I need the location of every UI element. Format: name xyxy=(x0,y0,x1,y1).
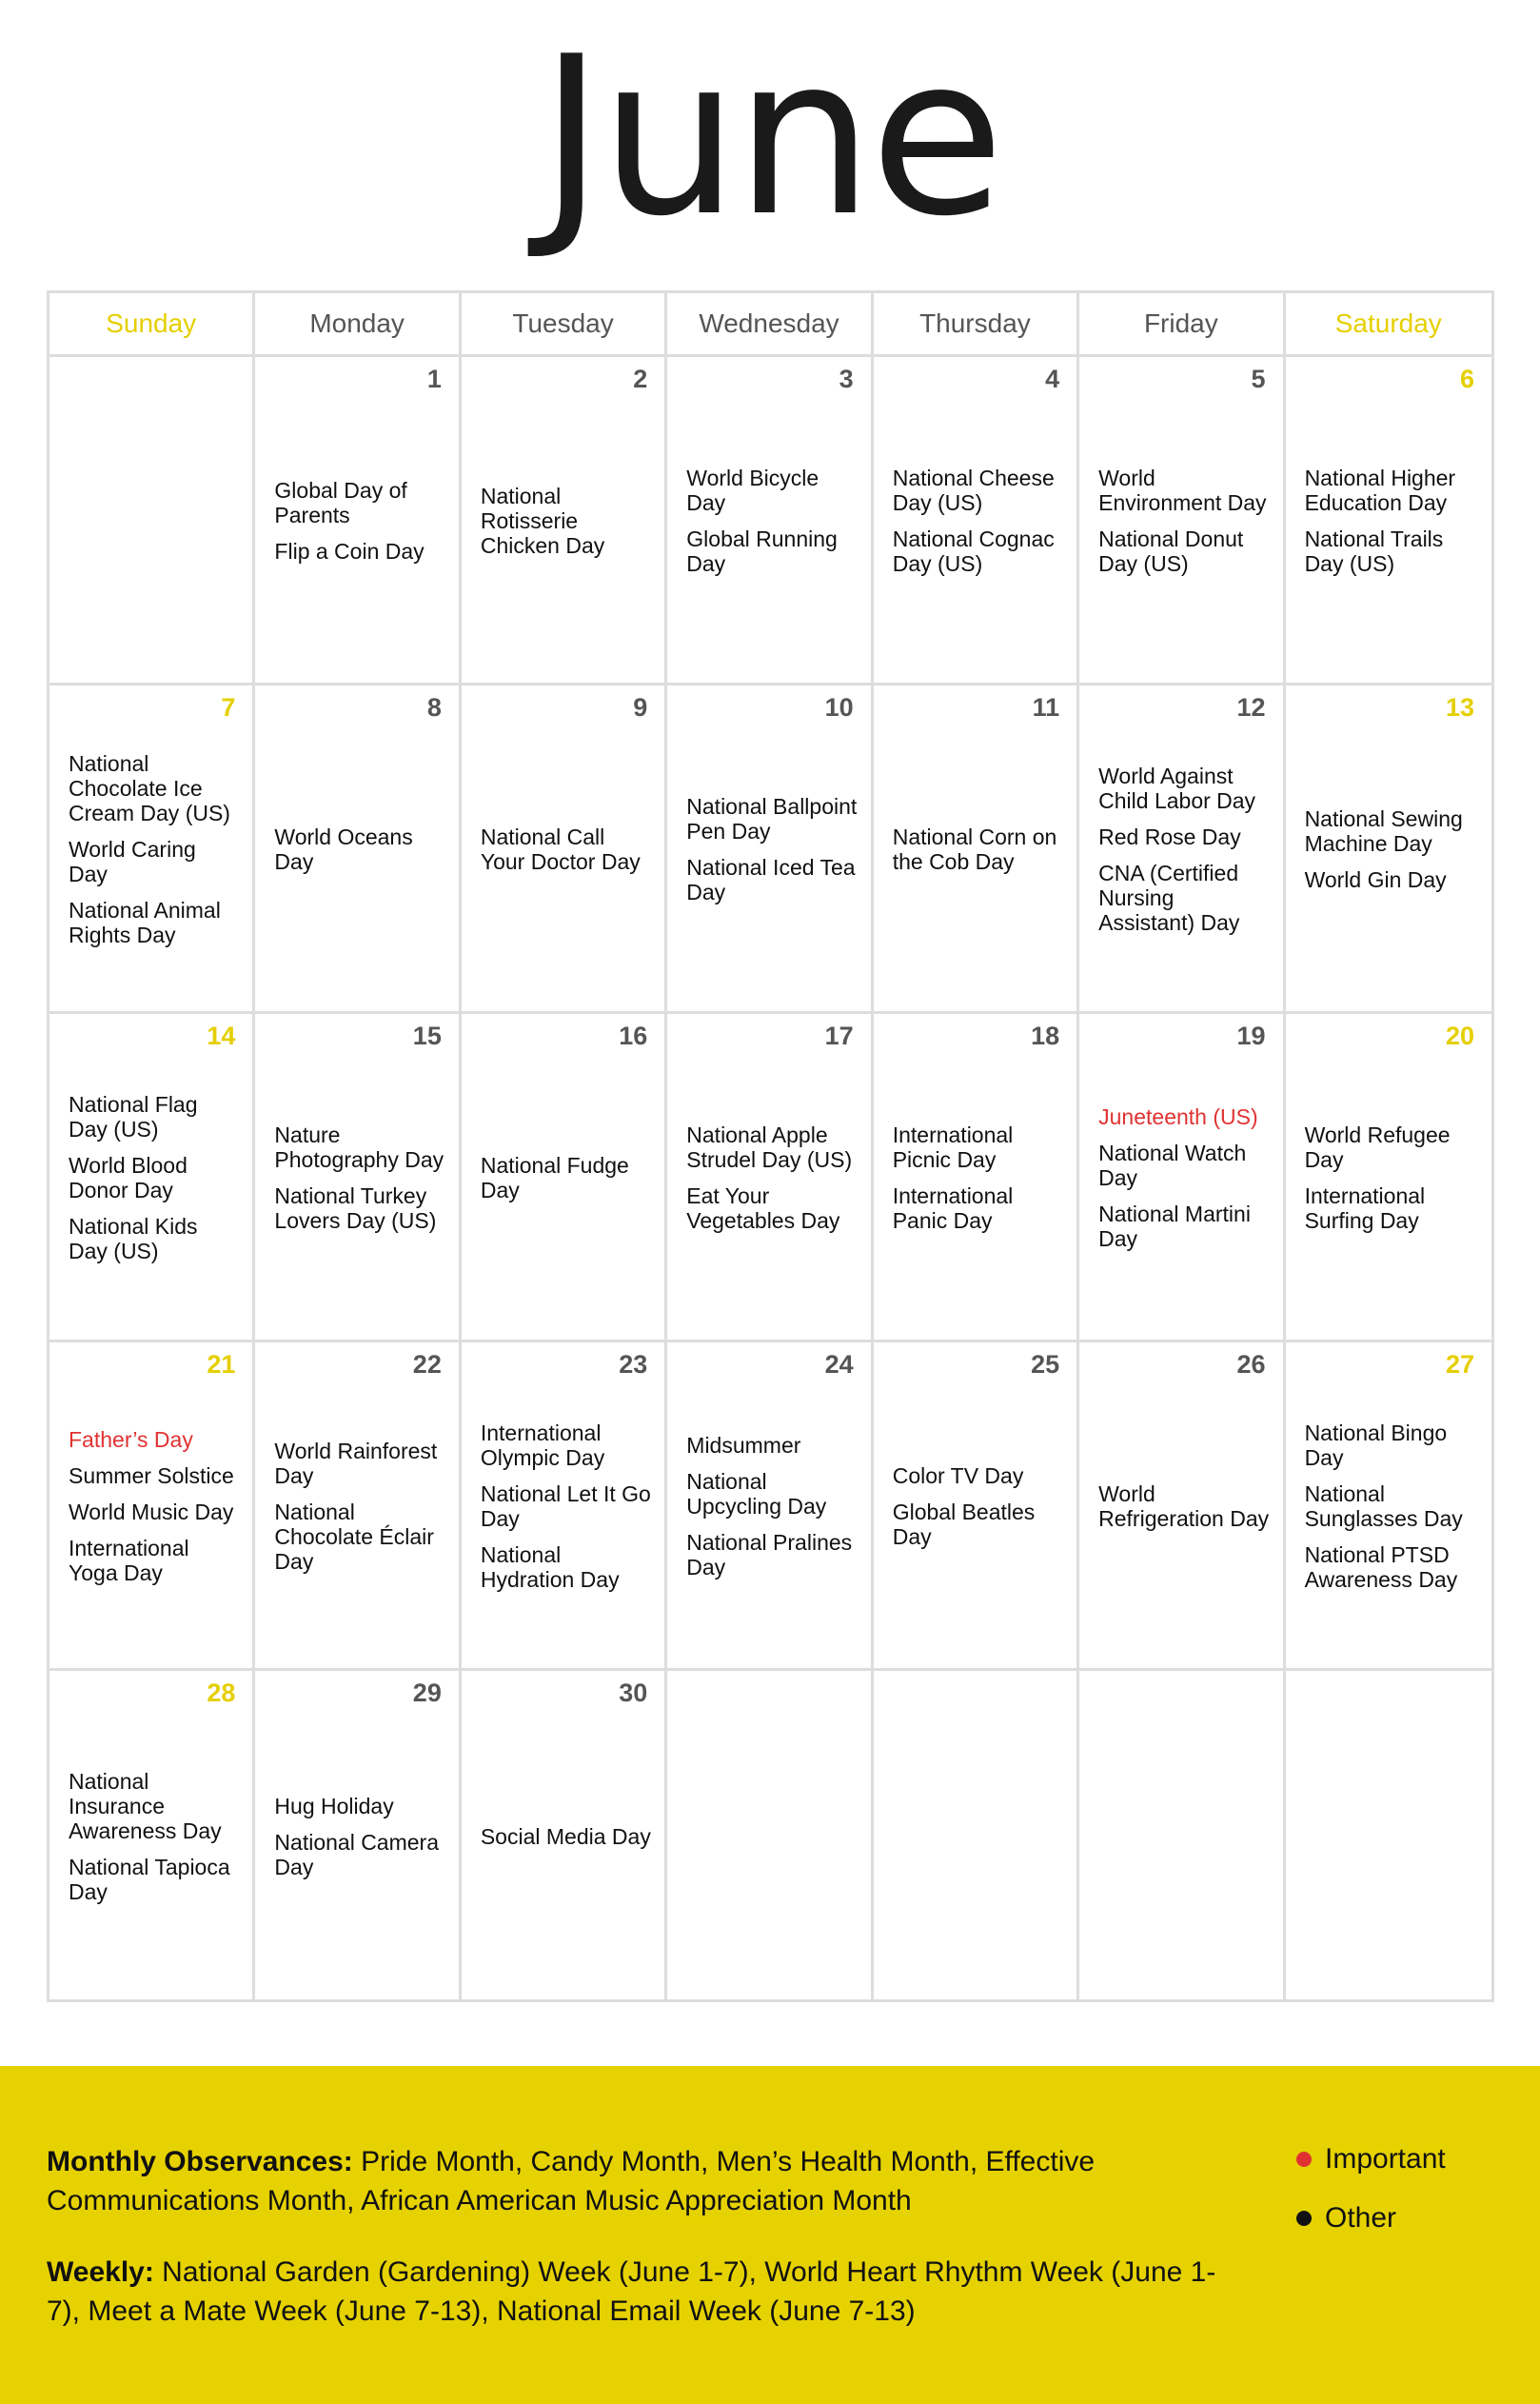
day-cell-11 xyxy=(874,685,1079,1014)
empty-day-cell xyxy=(49,357,255,685)
event-item: National Hydration Day xyxy=(480,1542,620,1592)
event-list xyxy=(874,1050,1076,1340)
event-item: Global Running Day xyxy=(686,526,838,576)
event-item: National Sewing Machine Day xyxy=(1304,806,1463,856)
empty-day-cell xyxy=(667,1671,873,1999)
event-item: National PTSD Awareness Day xyxy=(1304,1542,1458,1592)
event-item: International Picnic Day xyxy=(892,1123,1014,1172)
event-item: World Caring Day xyxy=(69,837,196,886)
event-list xyxy=(49,1050,252,1340)
day-number: 8 xyxy=(426,693,442,722)
day-number: 17 xyxy=(824,1022,854,1050)
event-list xyxy=(874,1379,1076,1668)
event-item: Red Rose Day xyxy=(1098,825,1241,849)
weekly-observances-text: National Garden (Gardening) Week (June 1-7), World Heart Rhythm Week (June 1-7), Meet a Mate Week (June 7-13), National Email Week (June 7-13) xyxy=(47,2256,1216,2327)
event-item: National Higher Education Day xyxy=(1304,466,1456,515)
day-cell-10 xyxy=(667,685,873,1014)
day-number: 21 xyxy=(207,1350,236,1379)
day-number: 2 xyxy=(633,365,648,393)
event-item: National Cognac Day (US) xyxy=(892,526,1055,576)
weekly-observances xyxy=(47,2253,1246,2331)
day-number: 11 xyxy=(1032,693,1060,722)
weekday-header-tuesday: Tuesday xyxy=(462,293,667,357)
event-item: National Trails Day (US) xyxy=(1304,526,1444,576)
event-list xyxy=(874,722,1076,1011)
event-item: Social Media Day xyxy=(480,1823,651,1849)
footer-panel xyxy=(0,2066,1540,2404)
day-number: 13 xyxy=(1445,693,1474,722)
event-item: World Against Child Labor Day xyxy=(1098,764,1256,813)
event-list xyxy=(255,722,458,1011)
event-item: International Olympic Day xyxy=(480,1421,605,1470)
day-number: 6 xyxy=(1459,365,1474,393)
event-item: Color TV Day xyxy=(892,1463,1024,1488)
event-item: World Environment Day xyxy=(1098,466,1267,515)
event-list xyxy=(1079,722,1282,1011)
day-cell-1 xyxy=(255,357,461,685)
event-item: National Tapioca Day xyxy=(69,1854,230,1904)
day-number: 7 xyxy=(221,693,236,722)
legend xyxy=(1296,2140,1446,2258)
event-item: National Ballpoint Pen Day xyxy=(686,794,858,844)
day-cell-27 xyxy=(1286,1342,1491,1671)
day-cell-14 xyxy=(49,1014,255,1342)
monthly-observances-label: Monthly Observances: xyxy=(47,2146,353,2177)
day-number: 10 xyxy=(824,693,854,722)
event-item: National Corn on the Cob Day xyxy=(892,825,1057,874)
day-cell-28 xyxy=(49,1671,255,1999)
legend-item-important xyxy=(1296,2140,1446,2178)
day-number: 24 xyxy=(824,1350,854,1379)
event-item: World Oceans Day xyxy=(274,825,413,874)
event-list xyxy=(1079,1379,1282,1668)
event-list xyxy=(255,1379,458,1668)
day-cell-7 xyxy=(49,685,255,1014)
event-list xyxy=(1286,393,1491,683)
event-item: World Rainforest Day xyxy=(274,1439,438,1488)
weekday-header-saturday: Saturday xyxy=(1286,293,1491,357)
day-cell-3 xyxy=(667,357,873,685)
event-item: National Flag Day (US) xyxy=(69,1092,198,1142)
day-number: 20 xyxy=(1445,1022,1474,1050)
weekday-header-monday: Monday xyxy=(255,293,461,357)
day-number: 30 xyxy=(619,1679,648,1707)
day-cell-5 xyxy=(1079,357,1285,685)
event-item: International Panic Day xyxy=(892,1183,1014,1233)
event-item: National Insurance Awareness Day xyxy=(69,1768,222,1843)
monthly-observances-text: Pride Month, Candy Month, Men’s Health Month, Effective Communications Month, African American Music Appreciation Month xyxy=(47,2146,1096,2216)
weekday-header-friday: Friday xyxy=(1079,293,1285,357)
day-cell-20 xyxy=(1286,1014,1491,1342)
day-number: 4 xyxy=(1045,365,1060,393)
day-number: 22 xyxy=(412,1350,442,1379)
important-event: Juneteenth (US) xyxy=(1098,1104,1258,1129)
event-item: World Music Day xyxy=(69,1500,234,1524)
day-number: 29 xyxy=(412,1679,442,1707)
event-item: National Apple Strudel Day (US) xyxy=(686,1123,853,1172)
event-item: National Camera Day xyxy=(274,1829,440,1879)
day-number: 23 xyxy=(619,1350,648,1379)
event-item: CNA (Certified Nursing Assistant) Day xyxy=(1098,861,1240,935)
event-item: National Cheese Day (US) xyxy=(892,466,1055,515)
event-item: National Rotisserie Chicken Day xyxy=(480,484,605,558)
event-item: National Fudge Day xyxy=(480,1153,629,1202)
day-cell-8 xyxy=(255,685,461,1014)
day-number: 28 xyxy=(207,1679,236,1707)
day-number: 26 xyxy=(1236,1350,1266,1379)
event-item: National Sunglasses Day xyxy=(1304,1481,1463,1531)
event-item: World Blood Donor Day xyxy=(69,1153,188,1202)
event-item: National Chocolate Ice Cream Day (US) xyxy=(69,751,230,825)
day-number: 14 xyxy=(207,1022,236,1050)
day-cell-6 xyxy=(1286,357,1491,685)
event-list xyxy=(255,393,458,683)
day-cell-21 xyxy=(49,1342,255,1671)
day-cell-9 xyxy=(462,685,667,1014)
event-item: Hug Holiday xyxy=(274,1793,394,1818)
day-cell-16 xyxy=(462,1014,667,1342)
event-item: National Iced Tea Day xyxy=(686,855,856,904)
event-item: Summer Solstice xyxy=(69,1463,234,1488)
legend-item-other xyxy=(1296,2199,1446,2237)
event-list xyxy=(667,1379,870,1668)
legend-label-other: Other xyxy=(1325,2202,1397,2234)
day-number: 1 xyxy=(426,365,442,393)
event-item: National Watch Day xyxy=(1098,1141,1247,1190)
event-item: World Gin Day xyxy=(1304,867,1447,892)
event-item: National Call Your Doctor Day xyxy=(480,825,641,874)
event-item: International Yoga Day xyxy=(69,1536,189,1585)
event-item: World Refugee Day xyxy=(1304,1123,1451,1172)
event-list xyxy=(1286,1379,1491,1668)
event-item: National Donut Day (US) xyxy=(1098,526,1244,576)
calendar-grid xyxy=(47,290,1494,2002)
event-list xyxy=(462,1707,664,1999)
weekday-header-sunday: Sunday xyxy=(49,293,255,357)
important-dot-icon xyxy=(1296,2152,1312,2167)
event-list xyxy=(49,722,252,1011)
day-cell-17 xyxy=(667,1014,873,1342)
event-list xyxy=(667,393,870,683)
event-list xyxy=(874,393,1076,683)
day-number: 15 xyxy=(412,1022,442,1050)
event-list xyxy=(1079,393,1282,683)
day-cell-30 xyxy=(462,1671,667,1999)
day-number: 19 xyxy=(1236,1022,1266,1050)
monthly-observances xyxy=(47,2142,1246,2220)
event-item: National Animal Rights Day xyxy=(69,898,221,947)
event-list xyxy=(462,1050,664,1340)
day-number: 5 xyxy=(1251,365,1266,393)
day-cell-22 xyxy=(255,1342,461,1671)
page-title: June xyxy=(539,10,1001,265)
weekday-header-thursday: Thursday xyxy=(874,293,1079,357)
event-list xyxy=(255,1050,458,1340)
day-cell-25 xyxy=(874,1342,1079,1671)
day-number: 27 xyxy=(1445,1350,1474,1379)
day-cell-13 xyxy=(1286,685,1491,1014)
event-item: National Kids Day (US) xyxy=(69,1214,198,1263)
weekday-header-wednesday: Wednesday xyxy=(667,293,873,357)
event-item: National Pralines Day xyxy=(686,1530,853,1579)
event-item: Flip a Coin Day xyxy=(274,539,424,564)
day-cell-12 xyxy=(1079,685,1285,1014)
event-list xyxy=(49,1707,252,1999)
event-list xyxy=(1286,722,1491,1011)
event-item: World Bicycle Day xyxy=(686,466,819,515)
event-item: Global Beatles Day xyxy=(892,1500,1036,1549)
event-list xyxy=(462,1379,664,1668)
event-item: National Chocolate Éclair Day xyxy=(274,1500,434,1574)
day-cell-24 xyxy=(667,1342,873,1671)
event-item: National Upcycling Day xyxy=(686,1469,827,1519)
event-list xyxy=(667,1050,870,1340)
weekly-observances-label: Weekly: xyxy=(47,2256,154,2288)
event-item: Global Day of Parents xyxy=(274,478,407,527)
event-item: Eat Your Vegetables Day xyxy=(686,1183,840,1233)
day-cell-18 xyxy=(874,1014,1079,1342)
day-cell-4 xyxy=(874,357,1079,685)
event-item: National Turkey Lovers Day (US) xyxy=(274,1183,437,1233)
day-number: 12 xyxy=(1236,693,1266,722)
event-list xyxy=(255,1707,458,1999)
event-item: World Refrigeration Day xyxy=(1098,1481,1270,1531)
legend-label-important: Important xyxy=(1325,2143,1446,2175)
empty-day-cell xyxy=(1286,1671,1491,1999)
empty-day-cell xyxy=(1079,1671,1285,1999)
event-list xyxy=(1286,1050,1491,1340)
event-list xyxy=(49,1379,252,1668)
other-dot-icon xyxy=(1296,2211,1312,2226)
event-list xyxy=(462,722,664,1011)
event-item: National Bingo Day xyxy=(1304,1421,1448,1470)
event-item: Nature Photography Day xyxy=(274,1123,444,1172)
event-item: National Martini Day xyxy=(1098,1202,1251,1251)
day-cell-23 xyxy=(462,1342,667,1671)
day-cell-2 xyxy=(462,357,667,685)
important-event: Father’s Day xyxy=(69,1427,193,1452)
empty-day-cell xyxy=(874,1671,1079,1999)
event-list xyxy=(462,393,664,683)
day-number: 9 xyxy=(633,693,648,722)
day-number: 25 xyxy=(1031,1350,1060,1379)
day-cell-15 xyxy=(255,1014,461,1342)
day-cell-26 xyxy=(1079,1342,1285,1671)
event-list xyxy=(1079,1050,1282,1340)
day-number: 16 xyxy=(619,1022,648,1050)
day-number: 18 xyxy=(1031,1022,1060,1050)
day-cell-19 xyxy=(1079,1014,1285,1342)
day-cell-29 xyxy=(255,1671,461,1999)
event-list xyxy=(667,722,870,1011)
event-item: International Surfing Day xyxy=(1304,1183,1426,1233)
event-item: Midsummer xyxy=(686,1433,801,1458)
event-item: National Let It Go Day xyxy=(480,1481,651,1531)
day-number: 3 xyxy=(839,365,854,393)
